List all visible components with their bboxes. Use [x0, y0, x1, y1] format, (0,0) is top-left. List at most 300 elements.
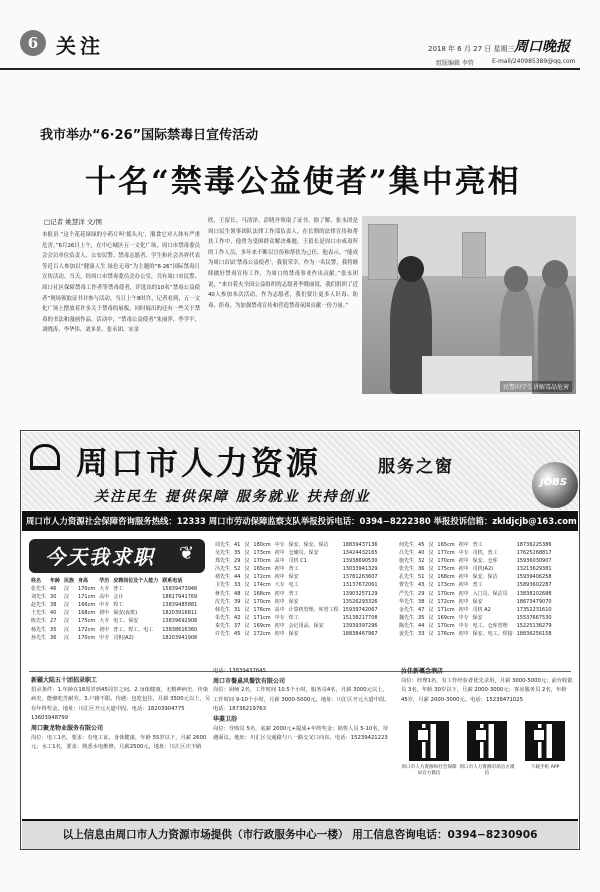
photo-student-head [504, 266, 528, 292]
table-cell: 汉 [244, 542, 250, 548]
editor-credit: 组版编辑 李管 [436, 60, 474, 67]
table-cell: 175cm [437, 566, 455, 573]
table-cell: 172cm [437, 598, 455, 605]
table-cell: 初中 [274, 598, 285, 605]
table-cell: 13839485881 [162, 602, 198, 609]
table-cell: 汉 [428, 550, 434, 557]
table-cell: 保安、仓库 [472, 558, 498, 565]
table-cell: 保安 [472, 598, 483, 605]
table-cell: 18617941769 [162, 594, 198, 601]
table-cell: 27 [50, 618, 57, 625]
table-cell: 初中 [458, 574, 469, 581]
table-cell: 15936030907 [516, 558, 552, 565]
table-cell: 13838202688 [516, 590, 552, 597]
table-cell: 13781263607 [342, 574, 378, 581]
listing-body: 岗位：经理1名，有工作经验者优先录用，月薪 3000-5000元；前台收银员 3名，年龄 30岁以下，月薪 2000-3000元；客房服务员 2名，年龄 45岁，月薪 2000-3000元。电话：15238471025 [401, 677, 573, 703]
table-cell: 初中 [274, 631, 285, 638]
table-cell: 司机、普工 [472, 550, 498, 557]
table-row [213, 590, 380, 598]
table-cell: 中专 [458, 550, 469, 557]
table-cell: 13424432165 [342, 550, 378, 557]
listing-body: 岗位：电工1名，要求：有电工证，身体健康，年龄 55岁以下，月薪 2600元；水工1名，要求：熟悉水电维修，月薪2500元。地址：川汇区庆丰路 [31, 734, 207, 751]
table-cell: 会计 [113, 594, 124, 601]
table-cell: 13903257129 [342, 590, 378, 597]
table-cell: 魏先生 [399, 614, 415, 621]
table-row [29, 609, 199, 617]
table-row [29, 601, 199, 609]
table-header-cell: 民族 [64, 578, 75, 584]
table-cell: 曹先生 [399, 582, 415, 589]
table-cell: 汉 [64, 634, 70, 641]
table-cell: 普工 [472, 542, 483, 548]
table-row [213, 630, 380, 638]
table-row [213, 606, 380, 614]
table-cell: 初中 [458, 598, 469, 605]
table-cell: 高中 [274, 606, 285, 613]
article-byline: □记者 姚慧洋 文/图 [44, 218, 102, 226]
table-cell: 陈先生 [31, 618, 47, 625]
table-cell: 30 [50, 594, 57, 601]
table-cell: 普工 [288, 566, 299, 573]
table-cell: 汉 [428, 614, 434, 621]
photo-student [538, 280, 574, 394]
table-cell: 冯先生 [215, 566, 231, 573]
table-cell: 176cm [253, 606, 271, 613]
table-cell: 保安 [288, 574, 299, 581]
news-article [30, 106, 586, 406]
qr-code-icon[interactable] [409, 721, 449, 761]
table-cell: 初中 [274, 574, 285, 581]
table-cell: 蒋先生 [215, 590, 231, 597]
table-row [397, 565, 554, 573]
listing-company: 华菱卫浴 [213, 715, 238, 723]
qr-caption: 周口市人力资源和社会保障局官方微信 [401, 765, 457, 776]
table-cell: 周先生 [215, 542, 231, 548]
table-header-row [29, 577, 199, 585]
qr-code-icon[interactable] [467, 721, 507, 761]
hr-service-advertisement [20, 430, 580, 850]
table-cell: 41 [234, 542, 241, 548]
table-cell: 174cm [253, 582, 271, 589]
table-row [213, 565, 380, 573]
table-cell: 杨先生 [31, 626, 47, 633]
table-cell: 高中 [274, 558, 285, 565]
table-cell: 13526293326 [342, 598, 378, 605]
table-row [29, 585, 199, 593]
table-cell: 汉 [244, 550, 250, 557]
table-cell: 大专 [99, 586, 110, 593]
article-column-2: 欣、王留长、马清泽、彭晓丹领取了证书。据了解，张永团是周口民生领事团队法律工作部负责人，在长期的法律宣传和帮扶工作中，他曾为受困群众解决难题。王留长是周口市戒毒所的工作人员，多年来不断以宣传和帮扶为己任，他表示，“能成为周口首届‘禁毒公益使者’，我很荣幸。作为一名民警，我将继续做好禁毒宣传工作，为周口的禁毒事业作出贡献。”张永团说，“来自着火全国公益组织的志愿者李晓丽说，我们组织了近40人参加本次活动，作为志愿者，我们要让更多人识毒、防毒、拒毒，为加强禁毒宣传和营造禁毒氛围贡献一份力量。” [208, 218, 358, 309]
table-cell: 汉 [428, 606, 434, 613]
table-cell: 初中 [274, 590, 285, 597]
table-cell: 褚先生 [215, 574, 231, 581]
table-row [29, 593, 199, 601]
table-cell: 卫先生 [215, 582, 231, 589]
table-cell: 电工、仓库管理 [472, 622, 508, 629]
table-cell: 52 [234, 566, 241, 573]
table-row [213, 549, 380, 557]
table-cell: 172cm [78, 626, 96, 633]
job-listing-1 [31, 676, 211, 753]
table-cell: 15939406258 [516, 574, 552, 581]
table-cell: 36 [50, 634, 57, 641]
table-cell: 普工 [472, 582, 483, 589]
qr-code-icon[interactable] [525, 721, 565, 761]
table-cell: 169cm [253, 622, 271, 629]
table-cell: 33 [234, 582, 241, 589]
table-cell: 13939397296 [342, 622, 378, 629]
table-cell: 172cm [253, 574, 271, 581]
table-cell: 13033941329 [342, 566, 378, 573]
section-title: 关注 [56, 34, 104, 58]
table-cell: 18203916811 [162, 610, 198, 617]
table-cell: 18839437136 [342, 542, 378, 548]
table-cell: 38 [418, 598, 425, 605]
table-cell: 汉 [428, 582, 434, 589]
table-cell: 15225136279 [516, 622, 552, 629]
table-cell: 普工、焊工、电工 [113, 626, 154, 633]
table-cell: 初中 [458, 606, 469, 613]
table-cell: 31 [234, 606, 241, 613]
table-cell: 18836256158 [516, 631, 552, 638]
table-cell: 孙先生 [31, 634, 47, 641]
table-cell: 保安 [288, 598, 299, 605]
table-cell: 37 [234, 622, 241, 629]
table-cell: 保安(夜班) [113, 610, 138, 617]
ad-title: 周口市人力资源 [76, 444, 322, 482]
table-cell: 171cm [437, 606, 455, 613]
table-cell: 大专 [274, 582, 285, 589]
table-cell: 汉 [64, 626, 70, 633]
table-row [213, 598, 380, 606]
table-cell: 170cm [437, 622, 455, 629]
job-listing-3 [401, 667, 573, 705]
table-cell: 36 [418, 566, 425, 573]
table-cell: 40 [50, 610, 57, 617]
table-header-cell: 身高 [78, 578, 89, 584]
table-cell: 初中 [99, 626, 110, 633]
table-cell: 176cm [437, 631, 455, 638]
table-cell: 吕先生 [399, 550, 415, 557]
table-cell: 168cm [437, 574, 455, 581]
table-cell: 35 [50, 626, 57, 633]
table-cell: 13838616360 [162, 626, 198, 633]
table-cell: 165cm [437, 542, 455, 548]
table-cell: 170cm [253, 598, 271, 605]
table-cell: 计算机管理、库管工程 [288, 606, 339, 613]
table-cell: 汉 [64, 586, 70, 593]
job-seeker-table-2 [213, 541, 380, 638]
table-cell: 普工 [288, 590, 299, 597]
table-cell: 汉 [244, 558, 250, 565]
table-cell: 汉 [244, 598, 250, 605]
table-cell: 汉 [428, 631, 434, 638]
photo-caption: 民警向学生讲解毒品危害 [500, 381, 572, 392]
table-cell: 13839692908 [162, 618, 198, 625]
table-cell: 29 [234, 558, 241, 565]
table-cell: 170cm [437, 590, 455, 597]
table-cell: 初中 [458, 566, 469, 573]
table-cell: 汉 [428, 558, 434, 565]
issue-date: 2018 年 6 月 27 日 星期三 [428, 45, 515, 53]
table-cell: 18673479070 [516, 598, 552, 605]
table-cell: 汉 [244, 574, 250, 581]
listing-company: 周口市餐桌风餐饮有限公司 [213, 677, 286, 685]
table-cell: 司机(A2) [472, 566, 494, 573]
photo-officer-head [398, 256, 424, 282]
jobs-ball-icon [532, 462, 578, 508]
table-cell: 15839473948 [162, 586, 198, 593]
table-header-cell: 应聘岗位及个人能力 [113, 578, 159, 584]
table-cell: 40 [418, 550, 425, 557]
table-cell: 45 [418, 542, 425, 548]
photo-building [368, 224, 398, 280]
table-header-cell: 姓名 [31, 578, 42, 584]
table-cell: 15537667530 [516, 614, 552, 621]
article-column-1: 本报讯 “这个花花绿绿的小药片叫‘摇头丸’，服食它对人体有严重危害。”6月26日上午，在中心城区五一文化广场，周口市禁毒委员会会员单位负责人、公安民警、禁毒志愿者、学生和社会各界代表等近百人参加以“健康人生 绿色无毒”为主题的“6·26”国际禁毒日宣传活动。当天，经周口市禁毒委员会办公室，共有周口市民警、周口社区保障禁毒工作者等禁毒使者，评选出的10名“禁毒公益使者”现场领取证书并参与活动。当日上午8时许，记者看到，五一文化广场上摆放着许多关于禁毒的展板，同时展出的还有一些关于禁毒的书法和漫画作品。活动中，“禁毒公益使者”朱丽萍、李学平、刘晓涛、李华伟、刘多景、张永团、宋金 [42, 232, 200, 334]
job-seeker-table-3 [397, 541, 554, 638]
table-cell: 初中 [458, 631, 469, 638]
table-cell: 169cm [437, 614, 455, 621]
table-cell: 汉 [64, 594, 70, 601]
table-cell: 172cm [253, 631, 271, 638]
table-cell: 中专 [99, 602, 110, 609]
table-cell: 会记用品、保安 [288, 622, 324, 629]
table-cell: 许先生 [215, 631, 231, 638]
table-cell: 175cm [78, 618, 96, 625]
table-cell: 司机 A2 [472, 606, 491, 613]
table-cell: 39 [234, 598, 241, 605]
hotline-text: 周口市人力资源社会保障咨询服务热线：12333 周口市劳动保障监察支队举报投诉电话：0394−8222380 举报投诉信箱：zkldjcjb@163.com [26, 516, 577, 526]
table-cell: 施先生 [399, 558, 415, 565]
photo-student-head [542, 260, 568, 288]
table-row [29, 617, 199, 625]
table-cell: 33 [418, 631, 425, 638]
listing-company: 新疆大陆五十团招录职工 [31, 677, 98, 684]
table-cell: 18838467967 [342, 631, 378, 638]
table-cell: 初中 [458, 590, 469, 597]
listing-company: 汝佳新概念酒店 [401, 668, 444, 675]
table-cell: 45 [234, 631, 241, 638]
table-cell: 初中 [458, 558, 469, 565]
ad-slogan: 关注民生 提供保障 服务就业 扶持创业 [94, 489, 371, 505]
table-cell: 170cm [78, 634, 96, 641]
table-cell: 司机(A2) [113, 634, 134, 641]
jobs-badge-label: JOBS [540, 477, 568, 488]
article-photo [362, 216, 576, 394]
table-cell: 18736225386 [516, 542, 552, 548]
table-cell: 中专 [458, 622, 469, 629]
table-cell: 严先生 [399, 590, 415, 597]
table-cell: 保安 [288, 631, 299, 638]
table-cell: 汉 [244, 631, 250, 638]
table-cell: 初中 [274, 550, 285, 557]
table-cell: 17625268817 [516, 550, 552, 557]
listing-body: 岗位：厨师 2名，工作时间 10.5个小时，服务员4名，月薪 3000元以上，工作时间 9-10个小时，月薪 3000-5000元。地址：川汇区开元大道中段。电话：18736219763 [213, 687, 390, 713]
table-cell: 中专 [99, 634, 110, 641]
table-cell: 43 [418, 582, 425, 589]
table-row [29, 634, 199, 642]
table-cell: 汉 [64, 610, 70, 617]
table-row [213, 573, 380, 581]
table-cell: 大专 [99, 618, 110, 625]
table-cell: 汉 [428, 622, 434, 629]
table-cell: 42 [234, 614, 241, 621]
table-cell: 汉 [428, 542, 434, 548]
table-cell: 中专 [458, 614, 469, 621]
table-cell: 13137672061 [342, 582, 378, 589]
table-cell: 48 [234, 590, 241, 597]
page-number-badge: 6 [20, 30, 46, 56]
table-cell: 171cm [78, 594, 96, 601]
table-cell: 吴先生 [215, 550, 231, 557]
table-cell: 168cm [78, 610, 96, 617]
table-row [397, 622, 554, 630]
table-cell: 汉 [244, 566, 250, 573]
listing-phone: 电话：13839437645 [213, 668, 266, 674]
table-header-cell: 学历 [99, 578, 110, 584]
article-headline: 十名“禁毒公益使者”集中亮相 [85, 164, 521, 200]
table-cell: 44 [234, 574, 241, 581]
qr-caption: 周口市人力资源市场官方微信 [459, 765, 515, 776]
table-cell: 入门员、保洁员 [472, 590, 508, 597]
table-row [213, 557, 380, 565]
table-cell: 171cm [253, 614, 271, 621]
table-cell: 中专 [274, 542, 285, 548]
table-cell: 孔先生 [399, 574, 415, 581]
table-cell: 赵先生 [31, 602, 47, 609]
table-row [397, 557, 554, 565]
listing-company: 周口聚龙物业服务有限公司 [31, 724, 104, 732]
job-seeker-banner [29, 539, 205, 573]
table-cell: 29 [418, 590, 425, 597]
table-cell: 王先生 [31, 610, 47, 617]
editor-email: E-mail/240985389@qq.com [492, 58, 576, 65]
table-cell: 初中 [458, 582, 469, 589]
table-row [397, 549, 554, 557]
table-cell: 刘先生 [31, 594, 47, 601]
table-cell: 电工、保安 [113, 618, 139, 625]
table-cell: 韩先生 [215, 606, 231, 613]
table-row [29, 626, 199, 634]
table-cell: 170cm [437, 558, 455, 565]
table-row [397, 541, 554, 549]
table-cell: 保安、电工、焊接 [472, 631, 513, 638]
table-cell: 郑先生 [215, 558, 231, 565]
table-row [397, 590, 554, 598]
table-cell: 汉 [428, 598, 434, 605]
header-divider [0, 68, 580, 70]
table-cell: 180cm [253, 542, 271, 548]
table-row [397, 630, 554, 638]
table-cell: 46 [50, 586, 57, 593]
table-cell: 13938690530 [342, 558, 378, 565]
table-cell: 15939742067 [342, 606, 378, 613]
table-row [213, 614, 380, 622]
job-seeker-table-1 [29, 577, 199, 642]
job-listing-2 [213, 667, 393, 744]
article-kicker: 我市举办“6·26”国际禁毒日宣传活动 [40, 128, 259, 143]
table-cell: 38 [50, 602, 57, 609]
table-cell: 电工 [288, 582, 299, 589]
table-cell: 166cm [78, 602, 96, 609]
table-cell: 汉 [244, 590, 250, 597]
table-cell: 173cm [253, 550, 271, 557]
table-cell: 保安 [472, 614, 483, 621]
table-cell: 51 [418, 574, 425, 581]
table-cell: 朱先生 [215, 614, 231, 621]
table-cell: 32 [418, 558, 425, 565]
table-cell: 汉 [64, 618, 70, 625]
table-cell: 170cm [78, 586, 96, 593]
hotline-bar [22, 511, 578, 531]
table-cell: 18203941908 [162, 634, 198, 641]
table-cell: 秦先生 [215, 622, 231, 629]
table-cell: 173cm [437, 582, 455, 589]
qr-code-row [401, 721, 573, 791]
table-cell: 姜先生 [399, 631, 415, 638]
table-header-cell: 联系电话 [162, 578, 183, 584]
table-row [397, 581, 554, 589]
table-cell: 汉 [244, 614, 250, 621]
table-cell: 中专 [274, 614, 285, 621]
job-seeker-banner-text: 今天我求职 [45, 545, 155, 569]
table-cell: 13213629381 [516, 566, 552, 573]
table-row [213, 541, 380, 549]
listing-body: 招录条件：1.年龄在18周岁到45周岁之间。2.身体健康，无精神病史、传染病史，能够吃苦耐劳。3.户籍不限。待遇：包吃包住，月薪 3500元以上，另有年终奖金。地址：川汇区开元大道中段。电话：18203904775 13603948799 [31, 686, 211, 722]
table-cell: 44 [418, 622, 425, 629]
table-cell: 汉 [244, 582, 250, 589]
table-cell: 17352231610 [516, 606, 552, 613]
table-cell: 华先生 [399, 598, 415, 605]
table-header-cell: 年龄 [50, 578, 61, 584]
table-cell: 沈先生 [215, 598, 231, 605]
ad-banner [22, 432, 578, 510]
table-cell: 焊工 [288, 614, 299, 621]
table-cell: 汉 [244, 606, 250, 613]
table-cell: 张先生 [399, 566, 415, 573]
table-cell: 35 [418, 614, 425, 621]
table-cell: 47 [418, 606, 425, 613]
table-cell: 35 [234, 550, 241, 557]
table-cell: 张先生 [31, 586, 47, 593]
hr-logo-icon [30, 444, 60, 470]
table-cell: 何先生 [399, 542, 415, 548]
qr-caption: 下载手机 APP [530, 765, 560, 770]
table-row [213, 581, 380, 589]
table-cell: 初中 [274, 566, 285, 573]
table-cell: 普工 [113, 586, 124, 593]
table-cell: 15893602287 [516, 582, 552, 589]
listing-body: 岗位：导购员 5名，底薪 2000元+提成+年终奖金；销售人员 5-10名，待遇面议。地址：川汇区交通路与八一路交叉口向东。电话：15239421223 [213, 725, 389, 742]
table-cell: 陶先生 [399, 622, 415, 629]
table-cell: 焊工 [113, 602, 124, 609]
table-cell: 高中 [99, 594, 110, 601]
table-cell: 170cm [253, 558, 271, 565]
table-cell: 仓储员、保安 [288, 550, 319, 557]
newspaper-logo: 周口晚报 [514, 39, 570, 55]
table-row [397, 614, 554, 622]
table-cell: 保安、保安、保洁 [288, 542, 329, 548]
table-cell: 初中 [458, 542, 469, 548]
table-cell: 15138217708 [342, 614, 378, 621]
photo-building [462, 232, 486, 278]
table-cell: 汉 [428, 566, 434, 573]
table-cell: 初中 [274, 622, 285, 629]
table-row [397, 606, 554, 614]
table-cell: 汉 [244, 622, 250, 629]
table-cell: 168cm [253, 590, 271, 597]
